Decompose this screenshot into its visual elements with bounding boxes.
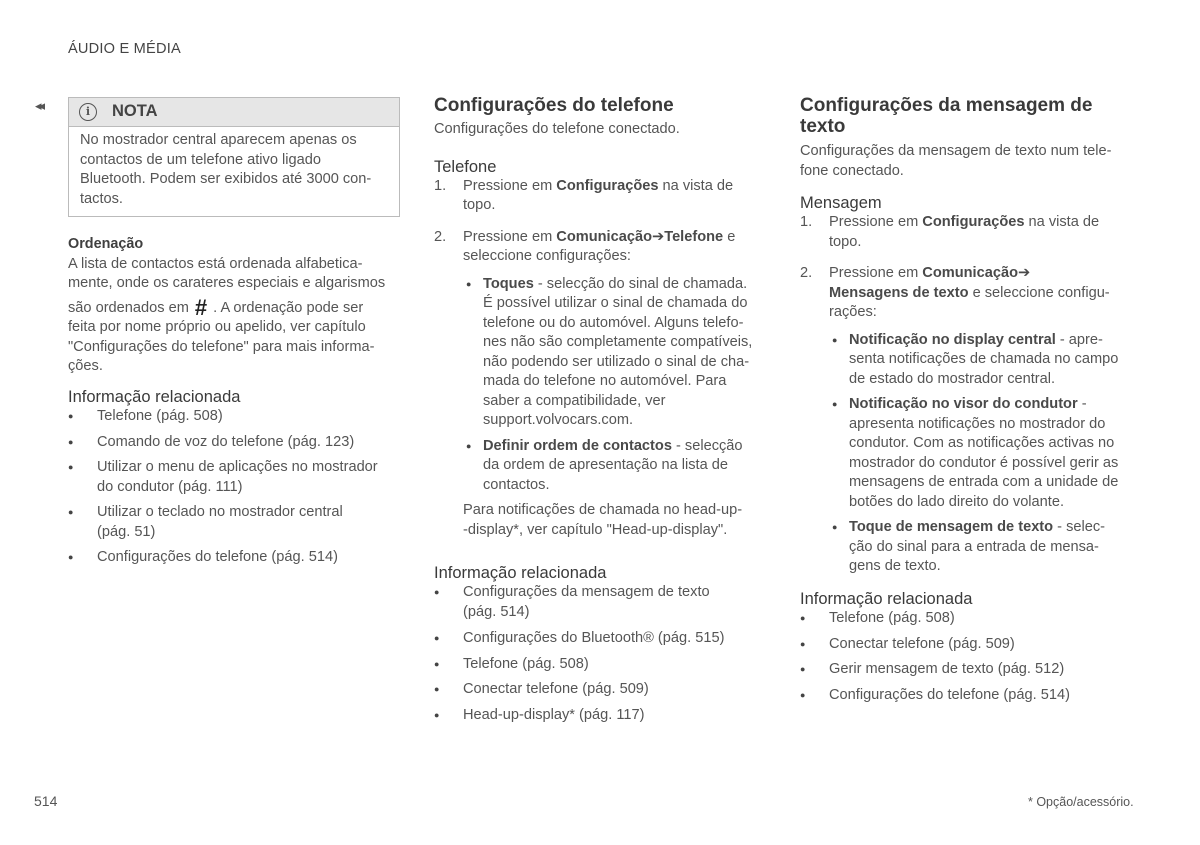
option-item <box>829 395 1136 512</box>
option-text: contactos. <box>483 476 550 493</box>
option-bold: Toques <box>483 275 534 292</box>
section-subtitle: Configurações do telefone conectado. <box>434 121 680 137</box>
link-text[interactable]: Head-up-display* (pág. 117) <box>463 706 645 723</box>
option-text: telefone ou do automóvel. Alguns telefo- <box>483 314 744 331</box>
note-body <box>69 127 399 209</box>
link-text[interactable]: Conectar telefone (pág. 509) <box>463 681 649 697</box>
ordenacao-section <box>68 235 400 377</box>
ordenacao-line: mente, onde os carateres especiais e algarismos <box>68 275 386 291</box>
link-text[interactable]: (pág. 514) <box>463 603 530 620</box>
option-text: ção do sinal para a entrada de mensa- <box>849 538 1099 555</box>
step-number: 2. <box>434 228 447 245</box>
related-link[interactable] <box>434 629 766 649</box>
link-text[interactable]: (pág. 51) <box>97 523 156 540</box>
note-line: Bluetooth. Podem ser exibidos até 3000 con- <box>80 171 372 187</box>
ordenacao-line: A lista de contactos está ordenada alfabetica- <box>68 255 363 272</box>
step-bold: Comunicação <box>922 265 1018 281</box>
link-text[interactable]: Telefone (pág. 508) <box>97 408 223 424</box>
option-text: - selecção <box>671 437 743 454</box>
option-item <box>829 518 1136 577</box>
back-arrows-icon[interactable]: ◂◂ <box>35 98 43 113</box>
ord-text: são ordenados em <box>68 299 189 316</box>
option-text: mostrador do condutor é possível gerir as <box>849 454 1119 471</box>
note-box <box>68 97 400 217</box>
section-title: texto <box>800 116 846 137</box>
page-header: ÁUDIO E MÉDIA <box>68 41 181 57</box>
link-text[interactable]: Comando de voz do telefone (pág. 123) <box>97 433 355 450</box>
option-text: - selec- <box>1053 519 1105 535</box>
related-title: Informação relacionada <box>800 590 973 608</box>
step-number: 1. <box>434 177 447 194</box>
option-text: não podendo ser utilizado o sinal de cha- <box>483 353 750 370</box>
option-text: saber a compatibilidade, ver <box>483 392 666 409</box>
option-text: nes não são completamente compatíveis, <box>483 334 753 350</box>
related-link[interactable] <box>800 686 1132 706</box>
option-bold: Toque de mensagem de texto <box>849 519 1054 535</box>
option-bold: Notificação no visor do condutor <box>849 396 1078 412</box>
step-text: e <box>727 228 736 245</box>
hash-icon: # <box>194 294 208 320</box>
step-text: Pressione em <box>829 265 919 281</box>
step-text: na vista de <box>662 177 734 194</box>
page-number: 514 <box>34 793 58 809</box>
step-text: Pressione em <box>463 228 553 245</box>
related-link[interactable] <box>800 609 1132 629</box>
related-link[interactable] <box>434 680 766 700</box>
section-subtitle: fone conectado. <box>800 162 904 179</box>
related-title: Informação relacionada <box>434 564 607 582</box>
section-title: Configurações do telefone <box>434 95 674 116</box>
option-text: botões do lado direito do volante. <box>849 493 1065 510</box>
note-text: Para notificações de chamada no head-up- <box>463 502 743 518</box>
subsection-title: Mensagem <box>800 194 882 212</box>
step-item <box>434 177 766 216</box>
related-title: Informação relacionada <box>68 388 241 406</box>
option-text: apresenta notificações no mostrador do <box>849 415 1106 432</box>
related-link[interactable] <box>68 503 400 542</box>
note-line: No mostrador central aparecem apenas os <box>80 132 357 148</box>
note-title: NOTA <box>112 102 158 121</box>
note-line: tactos. <box>80 190 123 207</box>
step-text: rações: <box>829 304 877 320</box>
related-link[interactable] <box>68 458 400 497</box>
step-text: topo. <box>463 197 496 213</box>
info-icon: i <box>79 103 97 121</box>
related-link[interactable] <box>434 655 766 675</box>
related-link[interactable] <box>800 635 1132 655</box>
ordenacao-line: "Configurações do telefone" para mais informa- <box>68 338 375 355</box>
arrow-right-icon: ➔ <box>652 228 665 245</box>
note-line: contactos de um telefone ativo ligado <box>80 151 321 168</box>
related-link[interactable] <box>68 548 400 568</box>
phone-settings-section <box>434 95 766 540</box>
option-text: senta notificações de chamada no campo <box>849 351 1119 367</box>
ordenacao-title: Ordenação <box>68 236 144 252</box>
note-header <box>69 98 399 127</box>
option-text: da ordem de apresentação na lista de <box>483 457 729 473</box>
section-title: Configurações da mensagem de <box>800 95 1093 116</box>
related-link[interactable] <box>68 407 400 427</box>
option-text: É possível utilizar o sinal de chamada do <box>483 295 748 311</box>
option-text: - <box>1077 396 1087 412</box>
step-text: na vista de <box>1028 214 1100 230</box>
section-subtitle: Configurações da mensagem de texto num tele- <box>800 143 1112 159</box>
ordenacao-line: feita por nome próprio ou apelido, ver capítulo <box>68 319 366 335</box>
link-text[interactable]: Conectar telefone (pág. 509) <box>829 635 1015 652</box>
related-link[interactable] <box>434 706 766 726</box>
step-text: e seleccione configu- <box>972 284 1110 301</box>
related-link[interactable] <box>800 660 1132 680</box>
link-text[interactable]: ● Utilizar o teclado no mostrador central <box>97 504 343 520</box>
step-text: seleccione configurações: <box>463 248 631 264</box>
step-item <box>800 213 1136 252</box>
para-note <box>463 501 766 540</box>
related-link[interactable] <box>68 433 400 453</box>
step-item <box>434 228 766 541</box>
subsection-title: Telefone <box>434 157 497 176</box>
related-section-col3 <box>800 590 1132 705</box>
link-text[interactable]: Configurações do Bluetooth® (pág. 515) <box>463 630 725 646</box>
related-section-col2 <box>434 564 766 725</box>
arrow-right-icon: ➔ <box>1018 265 1031 281</box>
option-text: mensagens de entrada com a unidade de <box>849 474 1119 490</box>
related-section-col1 <box>68 388 400 568</box>
ordenacao-line <box>68 294 400 320</box>
link-text[interactable]: Telefone (pág. 508) <box>829 610 955 626</box>
option-item <box>829 331 1136 390</box>
link-text[interactable]: ● Configurações da mensagem de texto <box>463 584 710 600</box>
step-number: 2. <box>800 265 813 281</box>
step-bold: Comunicação <box>556 228 652 245</box>
option-text: - selecção do sinal de chamada. <box>533 275 748 292</box>
option-text: gens de texto. <box>849 558 941 574</box>
text-message-settings-section <box>800 95 1136 577</box>
link-text[interactable]: do condutor (pág. 111) <box>97 478 243 495</box>
link-text[interactable]: Configurações do telefone (pág. 514) <box>829 686 1070 703</box>
step-bold: Configurações <box>922 214 1025 230</box>
step-text: Pressione em <box>463 177 553 194</box>
option-text: support.volvocars.com. <box>483 412 634 428</box>
step-bold: Mensagens de texto <box>829 284 969 301</box>
step-text: topo. <box>829 233 862 250</box>
option-text: mada do telefone no automóvel. Para <box>483 373 727 389</box>
option-text: - apre- <box>1055 331 1103 348</box>
step-item <box>800 264 1136 577</box>
option-item <box>463 275 766 431</box>
step-number: 1. <box>800 214 813 230</box>
link-text[interactable]: Gerir mensagem de texto (pág. 512) <box>829 661 1065 677</box>
footnote: * Opção/acessório. <box>1028 795 1134 809</box>
link-text[interactable]: ● Utilizar o menu de aplicações no mostrador <box>97 459 378 475</box>
option-bold: Notificação no display central <box>849 331 1056 348</box>
ordenacao-line: ções. <box>68 358 103 374</box>
note-text: -display*, ver capítulo "Head-up-display". <box>463 521 728 538</box>
option-item <box>463 437 766 496</box>
option-text: condutor. Com as notificações activas no <box>849 435 1115 451</box>
related-link[interactable] <box>434 583 766 622</box>
step-text: Pressione em <box>829 214 919 230</box>
option-text: de estado do mostrador central. <box>849 370 1056 387</box>
step-bold: Configurações <box>556 177 659 194</box>
ord-text: . A ordenação pode ser <box>213 299 364 316</box>
link-text[interactable]: Configurações do telefone (pág. 514) <box>97 549 338 565</box>
option-bold: Definir ordem de contactos <box>483 437 672 454</box>
link-text[interactable]: Telefone (pág. 508) <box>463 655 589 672</box>
step-bold: Telefone <box>664 228 724 245</box>
